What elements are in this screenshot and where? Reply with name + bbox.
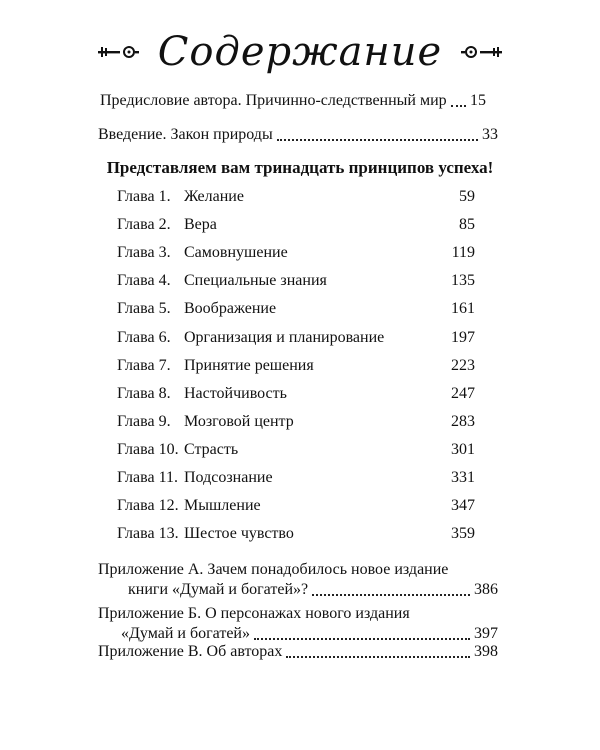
chapter-title: Подсознание [184,469,273,486]
chapter-row[interactable] [117,412,475,432]
chapter-label: Глава 2. [117,216,171,233]
chapter-row[interactable] [117,496,475,516]
chapter-row[interactable] [117,215,475,235]
chapter-row[interactable] [117,299,475,319]
chapter-page: 119 [451,244,475,261]
chapter-page: 85 [459,216,475,233]
ornament-right-icon [460,44,504,60]
chapter-label: Глава 11. [117,469,178,486]
chapter-label: Глава 6. [117,329,171,346]
chapter-row[interactable] [117,271,475,291]
chapter-title: Настойчивость [184,385,287,402]
chapter-page: 331 [451,469,475,486]
chapter-label: Глава 7. [117,357,171,374]
entry-title-line2: книги «Думай и богатей»? [128,581,309,598]
chapter-page: 197 [451,329,475,346]
entry-title-line1: Приложение А. Зачем понадобилось новое издание [98,561,449,578]
chapter-page: 301 [451,441,475,458]
entry-page: 15 [470,92,486,109]
chapter-label: Глава 3. [117,244,171,261]
chapter-title: Организация и планирование [184,329,385,346]
chapter-label: Глава 9. [117,413,171,430]
chapter-title: Желание [184,188,244,205]
chapter-page: 347 [451,497,475,514]
chapter-page: 223 [451,357,475,374]
chapter-row[interactable] [117,356,475,376]
entry-title-line2: «Думай и богатей» [121,625,250,642]
chapter-title: Мозговой центр [184,413,294,430]
chapter-page: 283 [451,413,475,430]
entry-page: 398 [474,643,498,660]
page-title: Содержание [157,29,443,75]
chapter-label: Глава 1. [117,188,171,205]
entry-title: Предисловие автора. Причинно-следственный мир [100,92,447,109]
toc-entry-appendix-c[interactable] [98,642,498,662]
entry-title: Приложение В. Об авторах [98,643,283,660]
chapter-title: Мышление [184,497,261,514]
chapter-title: Шестое чувство [184,525,294,542]
chapter-label: Глава 10. [117,441,179,458]
chapter-row[interactable] [117,328,475,348]
chapter-title: Воображение [184,300,277,317]
ornament-left-icon [96,44,140,60]
chapter-label: Глава 4. [117,272,171,289]
toc-entry-introduction[interactable] [98,125,498,145]
chapter-label: Глава 12. [117,497,179,514]
chapter-title: Специальные знания [184,272,327,289]
chapter-page: 247 [451,385,475,402]
chapter-row[interactable] [117,440,475,460]
chapter-row[interactable] [117,524,475,544]
chapter-title: Страсть [184,441,239,458]
section-heading: Представляем вам тринадцать принципов успеха! [106,158,494,177]
entry-page: 397 [474,625,498,642]
dot-leader [277,139,478,141]
chapter-row[interactable] [117,384,475,404]
chapter-page: 59 [459,188,475,205]
dot-leader [312,594,470,596]
entry-title-line1: Приложение Б. О персонажах нового издания [98,605,410,622]
chapter-row[interactable] [117,187,475,207]
chapter-title: Принятие решения [184,357,314,374]
toc-entry-preface[interactable] [100,91,486,111]
toc-entry-appendix-a[interactable] [98,560,498,600]
chapter-row[interactable] [117,468,475,488]
toc-header [0,24,600,80]
entry-page: 33 [482,126,498,143]
dot-leader [254,638,470,640]
chapter-page: 359 [451,525,475,542]
entry-title: Введение. Закон природы [98,126,273,143]
chapter-page: 135 [451,272,475,289]
chapter-row[interactable] [117,243,475,263]
chapter-label: Глава 8. [117,385,171,402]
entry-page: 386 [474,581,498,598]
dot-leader [286,656,470,658]
chapter-title: Самовнушение [184,244,288,261]
dot-leader [451,105,466,107]
toc-entry-appendix-b[interactable] [98,604,498,644]
chapter-label: Глава 5. [117,300,171,317]
chapter-title: Вера [184,216,217,233]
chapter-page: 161 [451,300,475,317]
chapter-label: Глава 13. [117,525,179,542]
